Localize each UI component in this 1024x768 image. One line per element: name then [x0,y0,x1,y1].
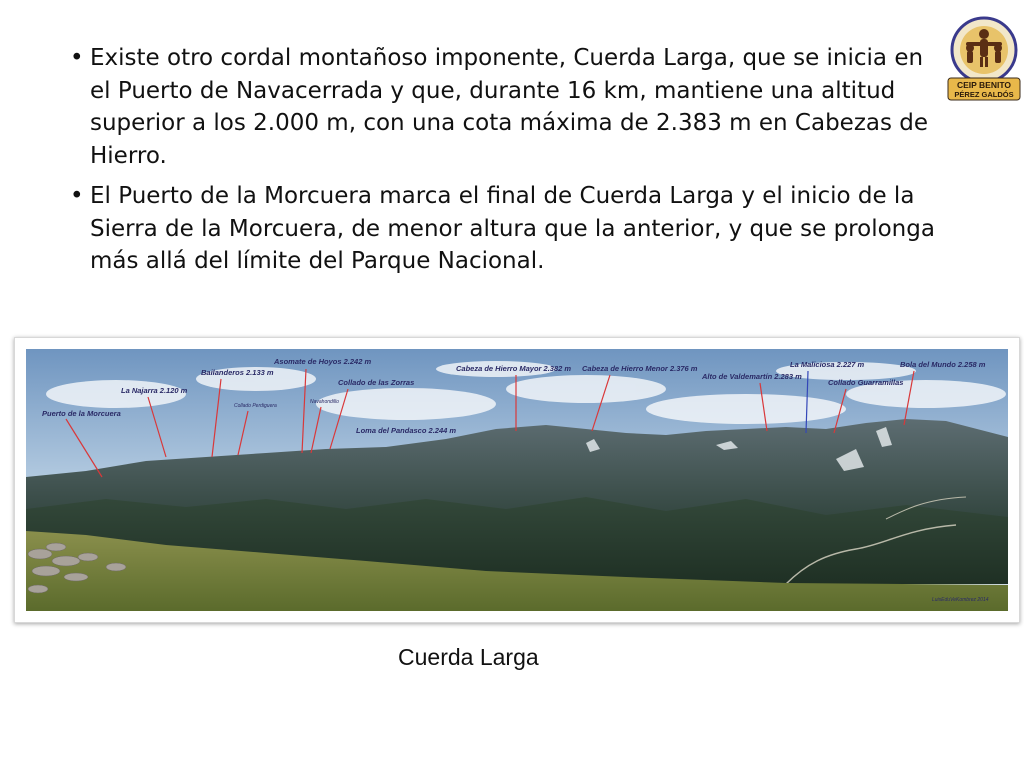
photo-label: La Najarra 2.120 m [121,386,188,395]
photo-label: Cabeza de Hierro Mayor 2.382 m [456,364,572,373]
panorama-photo-frame [14,337,1020,623]
logo-text-line2: PÉREZ GALDÓS [954,90,1014,99]
bullet-dot: • [70,45,84,71]
photo-label: Navahondillo [310,399,339,405]
bullet-list [66,42,936,286]
photo-label: Collado Perdiguera [234,403,277,409]
photo-label: Loma del Pandasco 2.244 m [356,426,457,435]
photo-label: Collado de las Zorras [338,378,415,387]
logo-text-line1: CEIP BENITO [956,80,1012,90]
photo-label: Alto de Valdemartín 2.283 m [702,372,802,381]
bullet-item [66,42,936,172]
photo-label: Puerto de la Morcuera [42,409,121,418]
photo-credit: LuisEduVeKombrez 2014 [932,597,989,603]
bullet-item [66,180,936,278]
photo-label: Bailanderos 2.133 m [201,368,274,377]
bullet-text: Existe otro cordal montañoso imponente, Cuerda Larga, que se inicia en el Puerto de Navacerrada y que, durante 16 km, mantiene una altitud superior a los 2.000 m, con una cota máxima de 2.383 m en Cabezas de Hierro. [90,45,929,169]
bullet-text: El Puerto de la Morcuera marca el final de Cuerda Larga y el inicio de la Sierra de la Morcuera, de menor altura que la anterior, y que se prolonga más allá del límite del Parque Nacional. [90,183,935,274]
bullet-dot: • [70,183,84,209]
photo-label: Bola del Mundo 2.258 m [900,360,986,369]
school-logo [944,14,1024,104]
photo-label: La Maliciosa 2.227 m [790,360,865,369]
photo-caption: Cuerda Larga [398,644,539,670]
photo-label: Asomate de Hoyos 2.242 m [274,357,372,366]
panorama-photo [26,349,1008,611]
photo-label: Collado Guarramillas [828,378,904,387]
photo-label: Cabeza de Hierro Menor 2.376 m [582,364,698,373]
